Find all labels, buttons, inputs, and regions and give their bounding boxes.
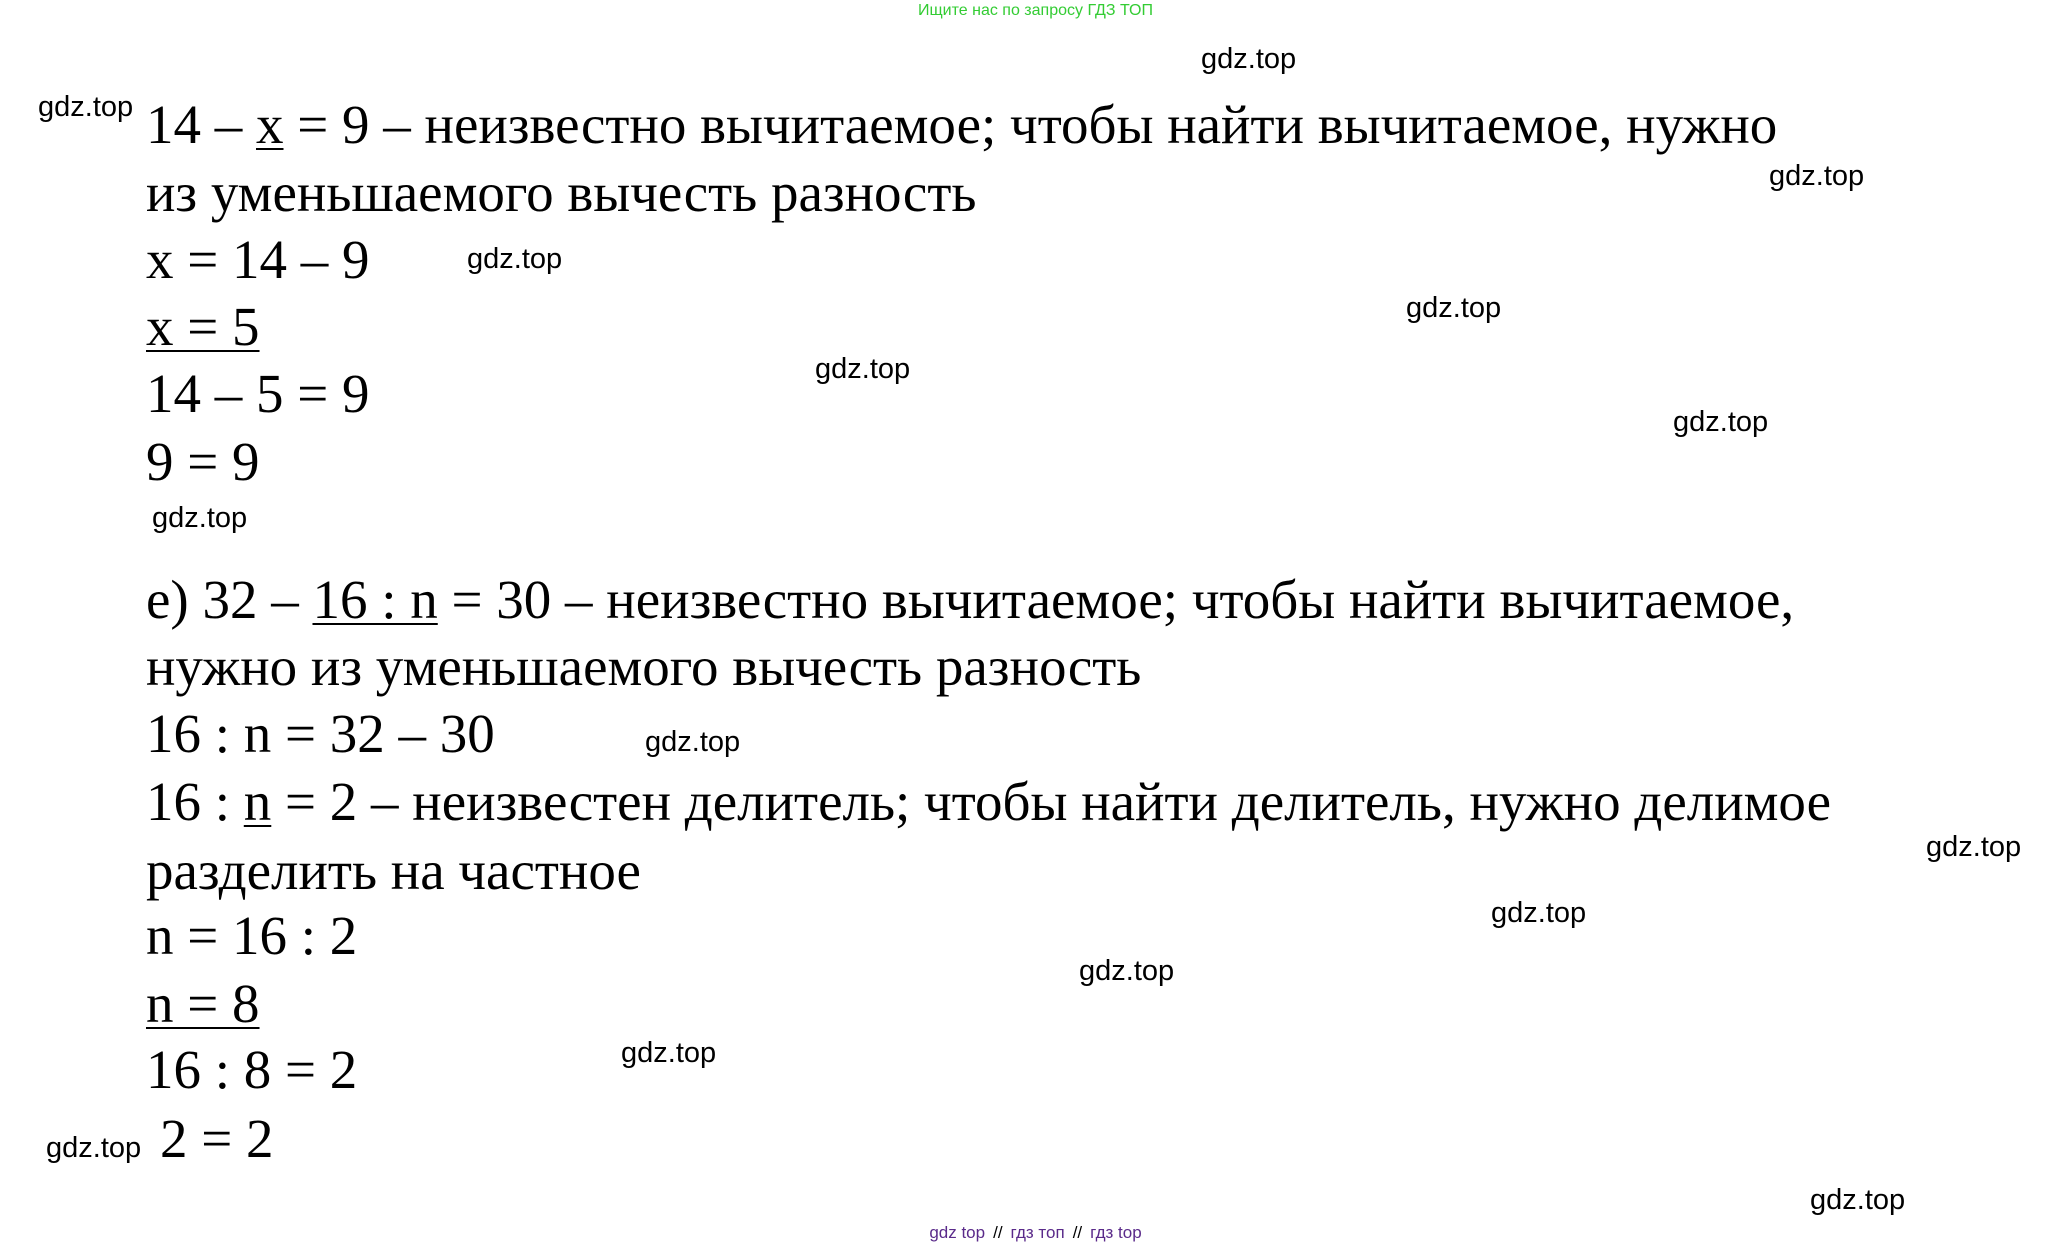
- watermark: gdz.top: [46, 1132, 142, 1164]
- watermark: gdz.top: [815, 353, 911, 385]
- watermark: gdz.top: [1201, 43, 1297, 75]
- watermark: gdz.top: [621, 1037, 717, 1069]
- solution-line: x = 14 – 9: [146, 229, 370, 290]
- watermark: gdz.top: [1769, 160, 1865, 192]
- watermark: gdz.top: [1079, 955, 1175, 987]
- underlined-term: x: [256, 94, 284, 155]
- solution-line: 16 : 8 = 2: [146, 1039, 358, 1100]
- watermark: gdz.top: [1491, 897, 1587, 929]
- underlined-term: n: [243, 771, 272, 832]
- answer-underlined: x = 5: [146, 296, 260, 357]
- solution-line: [146, 296, 260, 357]
- footer-separator: //: [993, 1223, 1003, 1242]
- solution-line: 9 = 9: [146, 431, 260, 492]
- line-text: 16 :: [146, 771, 244, 832]
- solution-line: из уменьшаемого вычесть разность: [146, 162, 977, 223]
- solution-line: [146, 973, 260, 1034]
- line-text: = 2 – неизвестен делитель; чтобы найти делитель, нужно делимое: [271, 771, 1832, 832]
- watermark: gdz.top: [1810, 1184, 1906, 1216]
- solution-line: [146, 94, 1778, 155]
- watermark: gdz.top: [1926, 831, 2022, 863]
- watermark: gdz.top: [467, 243, 563, 275]
- watermark: gdz.top: [1406, 292, 1502, 324]
- line-text: 14 –: [146, 94, 256, 155]
- solution-line: 14 – 5 = 9: [146, 363, 370, 424]
- footer-separator: //: [1072, 1223, 1083, 1242]
- solution-line: 2 = 2: [160, 1108, 274, 1169]
- answer-underlined: n = 8: [146, 973, 260, 1034]
- underlined-term: 16 : n: [312, 569, 438, 630]
- line-text: е) 32 –: [146, 569, 313, 630]
- solution-line: 16 : n = 32 – 30: [146, 703, 495, 764]
- solution-line: нужно из уменьшаемого вычесть разность: [146, 636, 1142, 697]
- watermark: gdz.top: [152, 502, 248, 534]
- solution-line: [146, 569, 1795, 630]
- watermark: gdz.top: [1673, 406, 1769, 438]
- footer-link[interactable]: gdz top: [929, 1223, 986, 1242]
- solution-line: n = 16 : 2: [146, 905, 358, 966]
- footer-links: [0, 1223, 2071, 1243]
- solution-line: разделить на частное: [146, 840, 641, 901]
- line-text: = 30 – неизвестно вычитаемое; чтобы найти вычитаемое,: [437, 569, 1795, 630]
- line-text: = 9 – неизвестно вычитаемое; чтобы найти вычитаемое, нужно: [283, 94, 1778, 155]
- top-banner: Ищите нас по запросу ГДЗ ТОП: [918, 2, 1153, 19]
- footer-link[interactable]: гдз top: [1090, 1223, 1142, 1242]
- watermark: gdz.top: [645, 726, 741, 758]
- solution-line: [146, 771, 1832, 832]
- watermark: gdz.top: [38, 91, 134, 123]
- footer-link[interactable]: гдз топ: [1010, 1223, 1065, 1242]
